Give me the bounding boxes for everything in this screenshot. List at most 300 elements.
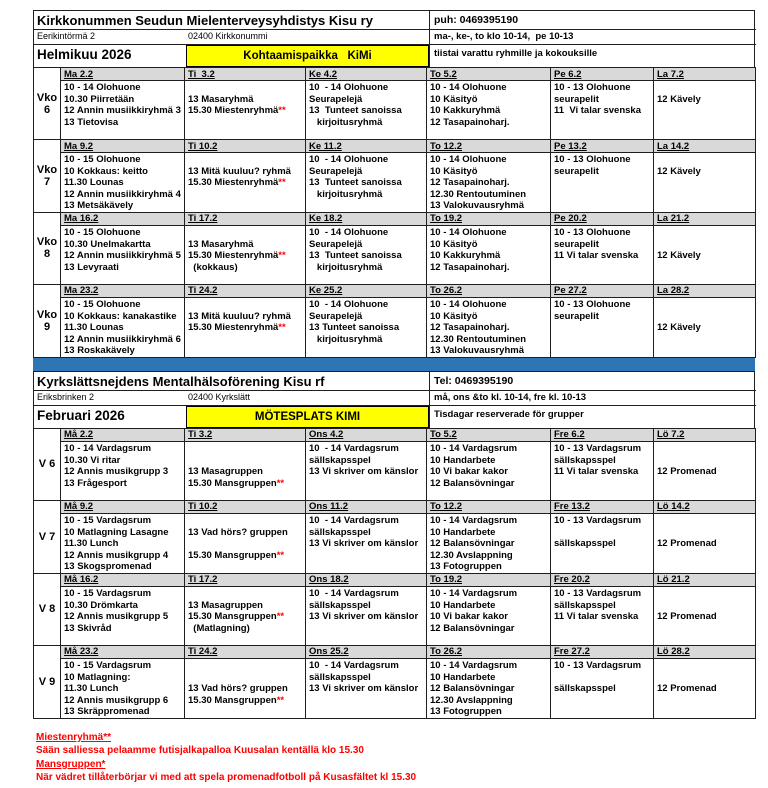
day-date: La 7.2 (657, 68, 684, 80)
banner-wrap-sv (186, 406, 429, 428)
day-cell (654, 225, 756, 284)
activity-line: 13 Vad hörs? gruppen (188, 683, 288, 695)
day-cell (427, 297, 551, 357)
day-date: Ke 11.2 (309, 140, 342, 152)
activity-line: 12 Balansövningar (430, 622, 515, 634)
activity-line (188, 611, 302, 623)
day-cell (551, 153, 654, 213)
day-date: Lö 14.2 (657, 501, 690, 513)
activity-line: (kokkaus) (188, 261, 238, 273)
activity-line: 12 Tasapainoharj. (430, 116, 510, 128)
day-cell (306, 513, 427, 573)
activity-line: seurapelit (554, 310, 599, 322)
day-cell (185, 441, 306, 500)
day-cell (427, 441, 551, 500)
day-header-cell (551, 645, 654, 658)
day-cell (61, 658, 185, 718)
day-date: Pe 27.2 (554, 285, 587, 297)
day-cell (654, 297, 756, 357)
day-header-cell (427, 645, 551, 658)
day-header-cell (654, 212, 756, 225)
day-date: Må 2.2 (64, 429, 94, 441)
activity-line: 12 Promenad (657, 683, 717, 695)
footnote-title-mansgruppen: Mansgruppen* (36, 758, 106, 770)
activity-line (188, 672, 302, 684)
day-header-cell (427, 500, 551, 513)
activity-line: sällskapsspel (554, 454, 616, 466)
activity-line: 11 Vi talar svenska (554, 466, 639, 478)
activity-line: 11.30 Lunch (64, 538, 119, 550)
activity-line: 12 Tasapainoharj. (430, 322, 510, 334)
day-header-cell (306, 428, 427, 441)
activity-line: 12 Kävely (657, 93, 701, 105)
day-cell (551, 658, 654, 718)
footnote-text-miestenryhma: Sään salliessa pelaamme futisjalkapalloa Kuusalan kentällä klo 15.30 (36, 745, 364, 757)
day-date: Ons 11.2 (309, 501, 349, 513)
activity-line: 10 - 14 Olohuone (430, 154, 507, 165)
day-header-cell (61, 68, 185, 81)
day-header-cell (427, 212, 551, 225)
day-date: Ti 24.2 (188, 285, 218, 297)
day-cell (185, 297, 306, 357)
activity-line: 10 Handarbete (430, 526, 496, 538)
day-header-cell (551, 428, 654, 441)
week-content-row (34, 225, 756, 284)
day-cell (185, 586, 306, 645)
day-date: Lö 7.2 (657, 429, 685, 441)
footnote-title-miestenryhma: Miestenryhmä** (36, 731, 112, 743)
footnotes-block (36, 731, 755, 785)
activity-line (188, 695, 302, 707)
activity-line: 10 Handarbete (430, 671, 496, 683)
activity-line (554, 527, 650, 539)
activity-line: seurapelit (554, 238, 599, 250)
calendar-document (33, 10, 755, 785)
activity-line: 10 - 14 Olohuone (309, 82, 389, 93)
day-date: Ti 10.2 (188, 140, 218, 152)
footnote-marker: ** (278, 105, 286, 117)
activity-line: 10 Vi bakar kakor (430, 611, 508, 623)
footnote-marker: ** (276, 611, 285, 623)
day-date: Ma 16.2 (64, 213, 99, 225)
activity-line: 10 - 14 Olohuone (430, 82, 507, 93)
day-header-cell (551, 140, 654, 153)
activity-line: 12 Annis musikgrupp 5 (64, 611, 169, 623)
week-day-header-row (34, 573, 756, 586)
week-day-header-row (34, 212, 756, 225)
footnote-text-mansgruppen: När vädret tillåterbörjar vi med att spela promenadfotboll på Kusasfältet kl 15.30 (36, 772, 417, 784)
day-date: To 5.2 (430, 68, 457, 80)
activity-line: 12 Promenad (657, 538, 717, 550)
day-date: Fre 20.2 (554, 574, 590, 586)
activity-line: 13 Vi skriver om känslor (309, 538, 419, 550)
activity-line: 10 Matlagning Lasagne (64, 526, 169, 538)
day-cell (654, 153, 756, 213)
week-day-header-row (34, 68, 756, 81)
activity-line: 10.30 Vi ritar (64, 454, 121, 466)
day-date: Ti 3.2 (188, 68, 215, 80)
activity-line: sällskapsspel (309, 599, 371, 611)
day-date: Ti 17.2 (188, 574, 218, 586)
activity-line: sällskapsspel (309, 671, 371, 683)
day-header-cell (551, 212, 654, 225)
day-cell (61, 441, 185, 500)
activity-text: 15.30 Mansgruppen (188, 477, 277, 489)
activity-line: 10 Kokkaus: keitto (64, 165, 148, 177)
day-cell (427, 513, 551, 573)
activity-line (188, 322, 302, 334)
activity-line: Seurapelejä (309, 238, 363, 250)
activity-line: sällskapsspel (309, 526, 371, 538)
postal-sv: 02400 Kyrkslätt (186, 391, 429, 406)
activity-line: sällskapsspel (554, 683, 616, 695)
activity-line (188, 455, 302, 467)
street-fi: Eerikintörmä 2 (34, 30, 186, 45)
activity-line (657, 672, 752, 684)
activity-line: 10.30 Piirretään (64, 93, 135, 105)
activity-line (188, 538, 302, 550)
activity-line: sällskapsspel (554, 599, 616, 611)
section-swedish (33, 371, 755, 719)
activity-line (554, 672, 650, 684)
activity-line: 10 Käsityö (430, 165, 478, 177)
activity-line: kirjoitusryhmä (309, 333, 383, 345)
day-cell (427, 586, 551, 645)
day-header-cell (185, 68, 306, 81)
activity-line: 13 Masaryhmä (188, 93, 254, 105)
day-date: To 12.2 (430, 140, 463, 152)
week-content-row (34, 81, 756, 140)
activity-line: 10 - 13 Vardagsrum (554, 442, 642, 454)
activity-line: 12 Annin musiikkiryhmä 5 (64, 250, 181, 262)
day-date: Pe 20.2 (554, 213, 587, 225)
activity-line: 12 Promenad (657, 611, 717, 623)
activity-line: 10 - 14 Vardagsrum (309, 514, 399, 526)
week-day-header-row (34, 500, 756, 513)
day-cell (61, 297, 185, 357)
activity-text: 15.30 Mansgruppen (188, 611, 277, 623)
day-header-cell (306, 500, 427, 513)
day-cell (185, 658, 306, 718)
activity-line: 13 Mitä kuuluu? ryhmä (188, 310, 291, 322)
day-date: La 28.2 (657, 285, 690, 297)
day-cell (185, 225, 306, 284)
activity-line: 13 Valokuvausryhmä (430, 345, 524, 357)
week-content-row (34, 297, 756, 357)
activity-line: 13 Vi skriver om känslor (309, 611, 419, 623)
activity-line: 10 Kokkaus: kanakastike (64, 310, 177, 322)
activity-line: 13 Valokuvausryhmä (430, 200, 524, 212)
activity-line: Seurapelejä (309, 93, 363, 105)
activity-line (188, 660, 302, 672)
activity-text: 15.30 Miestenryhmä (188, 250, 279, 262)
activity-line: (Matlagning) (188, 622, 250, 634)
day-header-cell (551, 68, 654, 81)
activity-line: 10 Handarbete (430, 454, 496, 466)
activity-line: 10 - 14 Vardagsrum (430, 659, 518, 671)
activity-line (657, 527, 752, 539)
day-cell (306, 586, 427, 645)
day-cell (306, 297, 427, 357)
activity-line: 13 Fotogruppen (430, 561, 502, 573)
activity-line: 10 - 13 Vardagsrum (554, 587, 642, 599)
activity-line: Seurapelejä (309, 165, 363, 177)
activity-line: 10 - 13 Olohuone (554, 154, 631, 165)
activity-line: 13 Levyraati (64, 261, 119, 273)
day-date: La 14.2 (657, 140, 690, 152)
activity-line: 10 - 15 Olohuone (64, 226, 141, 238)
day-header-cell (306, 68, 427, 81)
org-title-fi: Kirkkonummen Seudun Mielenterveysyhdistys Kisu ry (34, 11, 429, 30)
activity-line: 10 - 14 Olohuone (430, 298, 507, 310)
activity-text: 15.30 Miestenryhmä (188, 322, 279, 334)
month-title-sv: Februari 2026 (37, 407, 125, 423)
open-hours-sv: må, ons &to kl. 10-14, fre kl. 10-13 (429, 391, 756, 406)
activity-line: 12 Annin musiikkiryhmä 4 (64, 188, 181, 200)
day-date: Ti 3.2 (188, 429, 213, 441)
day-cell (427, 225, 551, 284)
activity-line (657, 311, 752, 323)
activity-line (657, 588, 752, 600)
day-cell (654, 81, 756, 140)
day-cell (551, 513, 654, 573)
activity-line: kirjoitusryhmä (309, 116, 383, 128)
activity-line: 12 Kävely (657, 165, 701, 177)
activity-line (188, 299, 302, 311)
activity-line (188, 154, 302, 166)
day-date: Pe 13.2 (554, 140, 587, 152)
activity-line (188, 515, 302, 527)
phone-sv: Tel: 0469395190 (429, 372, 756, 391)
day-cell (551, 81, 654, 140)
activity-line: 11.30 Lounas (64, 322, 124, 334)
activity-line: 10 - 13 Olohuone (554, 226, 631, 238)
activity-line: 13 Vad hörs? gruppen (188, 526, 288, 538)
activity-line: 12 Tasapainoharj. (430, 177, 510, 189)
activity-line: 10 Käsityö (430, 238, 478, 250)
activity-line: 10 - 14 Vardagsrum (309, 659, 399, 671)
day-cell (306, 658, 427, 718)
day-date: To 26.2 (430, 285, 463, 297)
activity-line: 10.30 Drömkarta (64, 599, 138, 611)
day-date: Ke 4.2 (309, 68, 337, 80)
activity-line: 10 - 14 Vardagsrum (309, 442, 399, 454)
activity-line (657, 515, 752, 527)
weeks-body-sv (34, 428, 756, 718)
day-cell (306, 441, 427, 500)
activity-line (188, 82, 302, 94)
phone-fi: puh: 0469395190 (429, 11, 756, 30)
day-cell (61, 586, 185, 645)
activity-line: 13 Masaryhmä (188, 238, 254, 250)
week-label: Vko 7 (34, 140, 61, 213)
activity-line: 12.30 Avslappning (430, 549, 513, 561)
day-date: Ma 9.2 (64, 140, 94, 152)
day-header-cell (61, 212, 185, 225)
day-header-cell (427, 573, 551, 586)
activity-line: 13 Tunteet sanoissa (309, 177, 402, 189)
day-header-cell (306, 212, 427, 225)
day-date: Lö 21.2 (657, 574, 690, 586)
activity-line: 13 Tietovisa (64, 116, 119, 128)
day-header-cell (427, 140, 551, 153)
street-sv: Eriksbrinken 2 (34, 391, 186, 406)
day-header-cell (427, 68, 551, 81)
activity-line: seurapelit (554, 165, 599, 177)
day-header-cell (654, 284, 756, 297)
activity-line (657, 82, 752, 94)
activity-line: 13 Skivråd (64, 622, 112, 634)
swedish-header (33, 371, 755, 428)
day-header-cell (61, 428, 185, 441)
activity-line: 10 - 14 Vardagsrum (430, 514, 518, 526)
day-header-cell (61, 645, 185, 658)
activity-line: 10.30 Unelmakartta (64, 238, 151, 250)
activity-line: 11 Vi talar svenska (554, 105, 641, 117)
day-header-cell (654, 428, 756, 441)
day-header-cell (185, 573, 306, 586)
activity-text: 15.30 Mansgruppen (188, 549, 277, 561)
footnote-marker: ** (278, 322, 286, 334)
reservation-note-sv: Tisdagar reserverade för grupper (429, 406, 756, 428)
day-header-cell (551, 284, 654, 297)
activity-line: 12 Balansövningar (430, 683, 515, 695)
week-label: V 6 (34, 428, 61, 500)
day-date: Ma 23.2 (64, 285, 99, 297)
day-date: To 5.2 (430, 429, 457, 441)
activity-line: 13 Frågesport (64, 477, 127, 489)
activity-line: 11 Vi talar svenska (554, 611, 639, 623)
day-date: Fre 13.2 (554, 501, 590, 513)
day-cell (306, 225, 427, 284)
week-content-row (34, 441, 756, 500)
activity-line: 12.30 Avslappning (430, 694, 513, 706)
activity-line: 10 - 14 Olohuone (309, 298, 389, 310)
footnote-marker: ** (276, 694, 285, 706)
activity-line: Seurapelejä (309, 310, 363, 322)
week-content-row (34, 658, 756, 718)
finnish-header (33, 10, 755, 67)
activity-line: 10 - 14 Olohuone (309, 226, 389, 238)
activity-line: 13 Vi skriver om känslor (309, 466, 419, 478)
day-date: Må 9.2 (64, 501, 94, 513)
activity-line (657, 455, 752, 467)
day-cell (306, 153, 427, 213)
footnote-marker: ** (278, 250, 286, 262)
activity-line: 13 Vi skriver om känslor (309, 683, 419, 695)
activity-line: 13 Tunteet sanoissa (309, 250, 402, 262)
activity-line: 10 - 15 Olohuone (64, 298, 141, 310)
day-header-cell (427, 428, 551, 441)
week-day-header-row (34, 428, 756, 441)
activity-line: 11.30 Lunch (64, 683, 119, 695)
activity-line: 12.30 Rentoutuminen (430, 333, 527, 345)
day-header-cell (427, 284, 551, 297)
activity-line: 12 Kävely (657, 250, 701, 262)
activity-line: 12 Kävely (657, 322, 701, 334)
activity-line: 12 Tasapainoharj. (430, 261, 510, 273)
activity-line: 10 - 14 Vardagsrum (309, 587, 399, 599)
week-content-row (34, 153, 756, 213)
activity-line (188, 588, 302, 600)
week-label: V 8 (34, 573, 61, 645)
activity-line (188, 443, 302, 455)
activity-line: 13 Masagruppen (188, 599, 263, 611)
day-date: Ke 18.2 (309, 213, 343, 225)
day-cell (61, 81, 185, 140)
activity-line: sällskapsspel (309, 454, 371, 466)
activity-line (188, 478, 302, 490)
week-label: Vko 8 (34, 212, 61, 284)
day-cell (654, 658, 756, 718)
day-header-cell (185, 140, 306, 153)
day-header-cell (306, 645, 427, 658)
activity-line: 12 Promenad (657, 466, 717, 478)
activity-line: 10 - 13 Olohuone (554, 82, 631, 93)
day-date: Fre 6.2 (554, 429, 585, 441)
day-header-cell (61, 500, 185, 513)
activity-line: 10 - 13 Vardagsrum (554, 659, 642, 671)
day-date: Ons 18.2 (309, 574, 349, 586)
day-date: Lö 28.2 (657, 646, 690, 658)
activity-text: 15.30 Miestenryhmä (188, 177, 279, 189)
activity-line: 10 - 15 Vardagsrum (64, 587, 152, 599)
banner-wrap-fi (186, 45, 429, 67)
activity-text: 15.30 Mansgruppen (188, 694, 277, 706)
activity-line: 10 - 15 Vardagsrum (64, 514, 152, 526)
postal-fi: 02400 Kirkkonummi (186, 30, 429, 45)
footnote-marker: ** (276, 477, 285, 489)
day-date: Ti 17.2 (188, 213, 218, 225)
activity-line: 13 Metsäkävely (64, 200, 134, 212)
day-header-cell (61, 573, 185, 586)
reservation-note-fi: tiistai varattu ryhmille ja kokouksille (429, 45, 756, 67)
week-label: V 7 (34, 500, 61, 573)
activity-line (657, 239, 752, 251)
activity-line: 10 - 14 Olohuone (430, 226, 507, 238)
day-header-cell (306, 140, 427, 153)
day-date: Ma 2.2 (64, 68, 94, 80)
activity-line: 10 Käsityö (430, 310, 478, 322)
day-header-cell (654, 68, 756, 81)
activity-line: 10 - 13 Olohuone (554, 298, 631, 310)
day-cell (185, 81, 306, 140)
activity-line: 12 Annis musikgrupp 3 (64, 466, 169, 478)
day-cell (61, 225, 185, 284)
day-cell (427, 153, 551, 213)
activity-line: 10 - 13 Vardagsrum (554, 514, 642, 526)
week-label: V 9 (34, 645, 61, 718)
day-header-cell (185, 645, 306, 658)
activity-line: 10 - 14 Olohuone (309, 154, 389, 165)
activity-line: 13 Fotogruppen (430, 706, 502, 718)
day-header-cell (654, 140, 756, 153)
day-date: La 21.2 (657, 213, 690, 225)
activity-line: 11 Vi talar svenska (554, 250, 639, 262)
activity-line: 10 - 14 Olohuone (64, 82, 141, 93)
day-date: Ke 25.2 (309, 285, 343, 297)
meeting-place-banner-sv: MÖTESPLATS KIMI (186, 406, 429, 428)
week-content-row (34, 586, 756, 645)
day-date: To 26.2 (430, 646, 463, 658)
day-date: Ons 4.2 (309, 429, 344, 441)
activity-line: sällskapsspel (554, 538, 616, 550)
day-cell (654, 513, 756, 573)
day-header-cell (654, 645, 756, 658)
week-label: Vko 9 (34, 284, 61, 357)
week-day-header-row (34, 284, 756, 297)
activity-line: 10 - 14 Vardagsrum (64, 442, 152, 454)
